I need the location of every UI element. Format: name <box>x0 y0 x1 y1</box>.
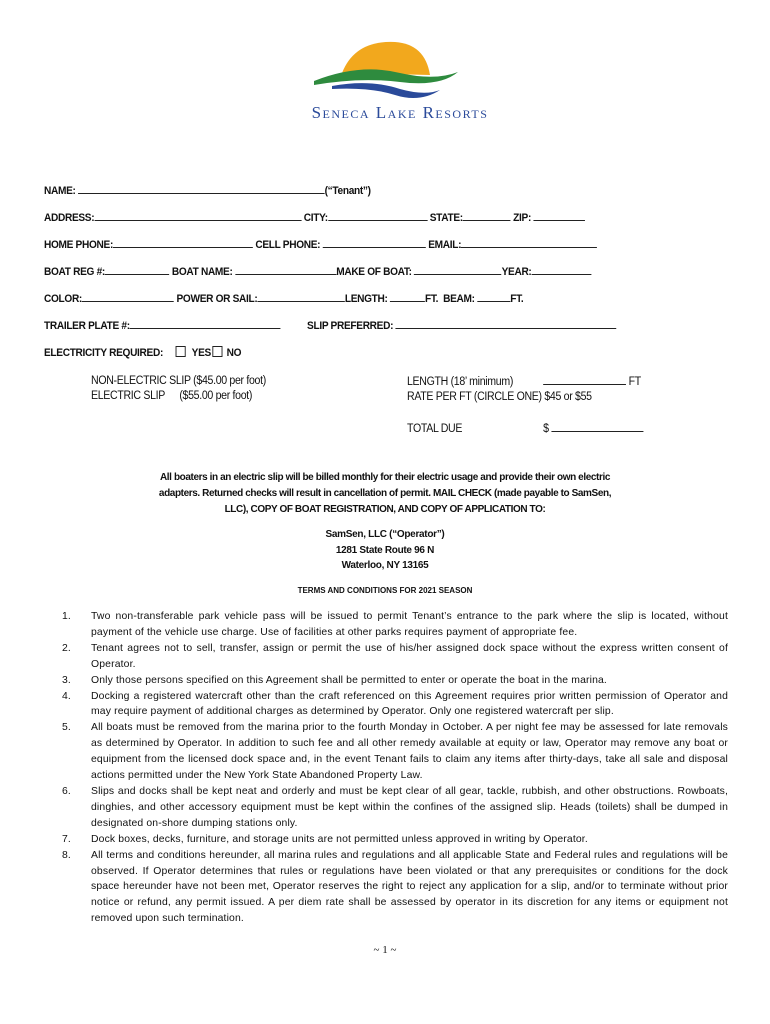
terms-text: All boats must be removed from the marina prior to the fourth Monday in October. A per night fee may be assessed for late removals as determined by Operator. In addition to such fee and all other remedy available at equity or law, Operator may remove any boat or equipment from the licensed dock space and, in the event Tenant fails to claim any items after thirty-days, take all sale and disposal actions permitted under the New York State Abandoned Property Law. <box>91 722 728 782</box>
email-field[interactable] <box>461 237 597 248</box>
terms-item <box>62 673 728 689</box>
non-electric-rate: NON-ELECTRIC SLIP ($45.00 per foot) <box>91 375 266 387</box>
terms-item <box>62 848 728 928</box>
boat-name-field[interactable] <box>235 264 336 275</box>
slip-preferred-label: SLIP PREFERRED: <box>307 320 394 332</box>
terms-item <box>62 609 728 641</box>
terms-number: 2. <box>62 642 71 654</box>
color-row <box>44 291 523 305</box>
yes-label: YES <box>191 347 211 359</box>
ft-label: FT <box>628 376 641 388</box>
terms-item <box>62 832 728 848</box>
electric-rate: ($55.00 per foot) <box>179 390 253 402</box>
terms-text: Two non-transferable park vehicle pass will be issued to permit Tenant’s entrance to the park where the slip is located, without payment of the vehicle use charge. Use of facilities at other parks requires payment of appropriate fee. <box>91 611 728 638</box>
terms-text: Tenant agrees not to sell, transfer, assign or permit the use of his/her assigned dock space without the express written consent of Operator. <box>91 642 728 670</box>
terms-item <box>62 641 728 673</box>
slip-length-field[interactable] <box>543 374 626 385</box>
slip-preferred-field[interactable] <box>396 318 617 329</box>
address-line: SamSen, LLC (“Operator”) <box>325 529 445 540</box>
boat-name-label: BOAT NAME: <box>171 266 233 278</box>
city-label: CITY: <box>303 212 328 224</box>
terms-item <box>62 689 728 721</box>
fee-calc <box>407 374 643 437</box>
terms-title: TERMS AND CONDITIONS FOR 2021 SEASON <box>297 586 473 595</box>
terms-number: 7. <box>62 833 71 845</box>
name-field[interactable] <box>78 183 325 194</box>
rate-per-ft: RATE PER FT (CIRCLE ONE) $45 or $55 <box>407 391 592 403</box>
power-sail-field[interactable] <box>257 291 344 302</box>
state-label: STATE: <box>429 212 463 224</box>
zip-label: ZIP: <box>513 212 532 224</box>
boat-reg-label: BOAT REG #: <box>44 266 105 278</box>
address-line: 1281 State Route 96 N <box>335 544 435 556</box>
length-field[interactable] <box>390 291 425 302</box>
electricity-label: ELECTRICITY REQUIRED: <box>44 347 164 359</box>
year-label: YEAR: <box>501 266 532 278</box>
boat-reg-field[interactable] <box>105 264 169 275</box>
terms-number: 4. <box>62 690 71 702</box>
color-label: COLOR: <box>44 293 82 305</box>
no-checkbox[interactable] <box>213 346 223 357</box>
trailer-field[interactable] <box>130 318 281 329</box>
length-label: LENGTH: <box>344 293 388 305</box>
yes-checkbox[interactable] <box>176 346 186 357</box>
terms-number: 6. <box>62 785 71 797</box>
terms-text: Dock boxes, decks, furniture, and storage units are not permitted unless approved in writing by Operator. <box>91 833 588 845</box>
make-label: MAKE OF BOAT: <box>336 266 412 278</box>
trailer-label: TRAILER PLATE #: <box>44 320 130 332</box>
total-due-field[interactable] <box>551 421 643 432</box>
notice-line: All boaters in an electric slip will be billed monthly for their electric usage and provide their own electric <box>159 472 610 483</box>
electricity-row <box>44 346 241 359</box>
ft-label: FT. <box>425 293 439 305</box>
notice <box>0 470 770 518</box>
power-sail-label: POWER OR SAIL: <box>176 293 258 305</box>
state-field[interactable] <box>463 210 511 221</box>
name-label: NAME: <box>44 185 76 197</box>
logo-mark-icon <box>300 35 500 105</box>
terms-number: 3. <box>62 674 71 686</box>
length-minimum-label: LENGTH (18’ minimum) <box>407 376 514 388</box>
operator-address <box>0 527 770 574</box>
electric-label: ELECTRIC SLIP <box>91 390 166 402</box>
page-number: ~ 1 ~ <box>373 944 397 956</box>
tenant-label: (“Tenant”) <box>324 185 371 197</box>
terms-text: Docking a registered watercraft other than the craft referenced on this Agreement requires prior written permission of Operator and may require payment of additional charges as determined by Operator. Only one registered watercraft per slip. <box>91 690 728 718</box>
terms-number: 8. <box>62 849 71 861</box>
notice-line: LLC), COPY OF BOAT REGISTRATION, AND COPY OF APPLICATION TO: <box>224 504 546 515</box>
terms-item <box>62 784 728 832</box>
terms-number: 1. <box>62 611 71 622</box>
terms-text: Only those persons specified on this Agreement shall be permitted to enter or operate the boat in the marina. <box>91 674 607 686</box>
cell-phone-label: CELL PHONE: <box>255 239 321 251</box>
beam-field[interactable] <box>477 291 510 302</box>
no-label: NO <box>226 347 242 359</box>
address-line: Waterloo, NY 13165 <box>341 560 429 571</box>
terms-number: 5. <box>62 722 71 734</box>
year-field[interactable] <box>531 264 591 275</box>
email-label: EMAIL: <box>428 239 462 251</box>
ft-label: FT. <box>510 293 524 305</box>
zip-field[interactable] <box>534 210 586 221</box>
home-phone-label: HOME PHONE: <box>44 239 113 251</box>
logo <box>300 35 500 130</box>
trailer-row <box>44 318 616 332</box>
terms-list <box>62 609 728 927</box>
home-phone-field[interactable] <box>113 237 253 248</box>
color-field[interactable] <box>82 291 174 302</box>
make-field[interactable] <box>414 264 501 275</box>
terms-text: All terms and conditions hereunder, all marina rules and regulations and all applicable State and Federal rules and regulations will be observed. If Operator determines that rules or regulations have been violated or that any prerequisites or conditions for the dock space hereunder have not been met, Operator reserves the right to reject any application for a slip, and/or to terminate without prior notice or refund, any permit issued. A per diem rate shall be assessed by operator in its discretion for any items or equipment not removed upon such termination. <box>91 849 728 925</box>
address-field[interactable] <box>94 210 301 221</box>
name-row <box>44 183 371 197</box>
logo-text: Seneca Lake Resorts <box>311 103 489 122</box>
beam-label: BEAM: <box>443 293 475 305</box>
address-row <box>44 210 585 224</box>
terms-text: Slips and docks shall be kept neat and orderly and must be kept clear of all gear, tackle, rubbish, and other obstructions. Rowboats, dinghies, and other accessory equipment must be kept within the confines of the assigned slip. Heads (toilets) shall be dumped in designated on-shore dumping stations only. <box>91 785 728 829</box>
phone-row <box>44 237 597 251</box>
total-due-label: TOTAL DUE <box>407 423 463 435</box>
boat-row <box>44 264 591 278</box>
slip-rates <box>91 374 266 404</box>
terms-item <box>62 720 728 784</box>
city-field[interactable] <box>328 210 427 221</box>
notice-line: adapters. Returned checks will result in cancellation of permit. MAIL CHECK (made payable to SamSen, <box>158 488 612 499</box>
cell-phone-field[interactable] <box>323 237 426 248</box>
dollar-sign: $ <box>543 423 549 435</box>
address-label: ADDRESS: <box>44 212 95 224</box>
